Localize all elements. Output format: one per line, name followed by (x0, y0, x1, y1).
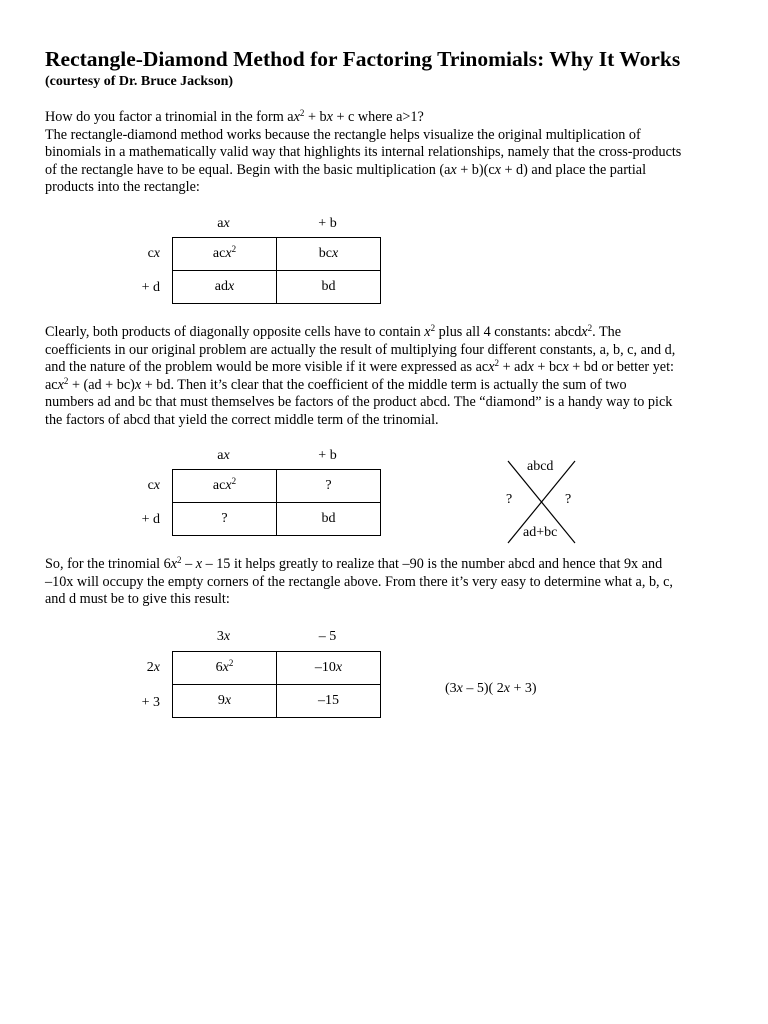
rect1-cell-bcx: bcx (277, 238, 381, 271)
rect2-cell-acx2: acx$^2$ (173, 470, 277, 503)
diamond-right-label: ? (565, 492, 572, 507)
rect1-cell-acx2: acx$^2$ (173, 238, 277, 271)
rect3-cell-6x2: $6x^2$ (173, 652, 277, 685)
rect1-table (172, 237, 381, 304)
rect3-cell-neg10x: –10x (277, 652, 381, 685)
intro-paragraph (45, 109, 735, 197)
para2-line-2: coefficients in our original problem are actually the result of multiplying four different constants, a, b, c, and d, (45, 341, 676, 358)
para2-line-4: acx$^2$ + (ad + bc)x + bd. Then it’s clear that the coefficient of the middle term is actually the sum of two (45, 375, 627, 393)
diamond-top-label: abcd (527, 459, 554, 474)
rect2-cell-bd: bd (277, 503, 381, 536)
intro-line-3: binomials in a mathematically valid way that highlights its internal relationships, namely that the cross-products (45, 144, 682, 161)
para2-line-1: Clearly, both products of diagonally opposite cells have to contain $x^2$ plus all 4 constants: abcdx$^2$. The (45, 323, 622, 340)
rect3-col-header-1: 3x (216, 629, 231, 644)
para3-line-3: and d must be to give this result: (45, 591, 230, 608)
paragraph-3 (45, 556, 735, 609)
paragraph-2 (45, 324, 735, 430)
rect2-col-header-1: ax (217, 448, 230, 463)
intro-line-5: products into the rectangle: (45, 179, 200, 196)
para2-line-5: numbers ad and bc that must themselves be factors of the product abcd. The “diamond” is a handy way to pick (45, 394, 673, 411)
rect1-col-header-1: ax (217, 216, 230, 231)
para2-line-3: and the nature of the problem would be more visible if it were expressed as acx$^2$ + adx + bcx + bd or better yet: (45, 358, 674, 376)
rect1-row-label-1: cx (147, 246, 160, 261)
factored-result: (3x – 5)( 2x + 3) (445, 681, 537, 696)
rect3-col-header-2: – 5 (318, 629, 337, 644)
rect1-col-header-2: + b (318, 216, 337, 231)
intro-line-4: of the rectangle have to be equal. Begin with the basic multiplication (ax + b)(cx + d) and place the partial (45, 161, 647, 178)
rect2-col-header-2: + b (318, 448, 337, 463)
rect2-cell-unknown-2: ? (173, 503, 277, 536)
rect3-cell-9x: 9x (173, 685, 277, 718)
intro-line-2: The rectangle-diamond method works because the rectangle helps visualize the original multiplication of (45, 126, 641, 143)
rect3-cell-neg15: –15 (277, 685, 381, 718)
para3-line-1: So, for the trinomial $6x^2$ – x – 15 it helps greatly to realize that –90 is the number abcd and hence that 9x and (45, 555, 663, 572)
document-title: Rectangle-Diamond Method for Factoring Trinomials: Why It Works (45, 47, 681, 71)
rect1-cell-bd: bd (277, 271, 381, 304)
rect3-table (172, 651, 381, 718)
rect2-row-label-1: cx (147, 478, 160, 493)
rect1-row-label-2: + d (141, 280, 160, 295)
document-subtitle: (courtesy of Dr. Bruce Jackson) (45, 74, 234, 89)
rect2-row-label-2: + d (141, 512, 160, 527)
rect2-cell-unknown-1: ? (277, 470, 381, 503)
rect3-row-label-2: + 3 (141, 695, 160, 710)
intro-line-1: How do you factor a trinomial in the form $ax^2$ + bx + c where a>1? (45, 108, 424, 125)
para2-line-6: the factors of abcd that yield the correct middle term of the trinomial. (45, 411, 439, 428)
para3-line-2: –10x will occupy the empty corners of the rectangle above. From there it’s very easy to determine what a, b, c, (45, 573, 673, 590)
rect1-cell-adx: adx (173, 271, 277, 304)
diamond-bottom-label: ad+bc (523, 525, 558, 540)
rect3-row-label-1: 2x (146, 660, 160, 675)
diamond-left-label: ? (506, 492, 513, 507)
rect2-table (172, 469, 381, 536)
